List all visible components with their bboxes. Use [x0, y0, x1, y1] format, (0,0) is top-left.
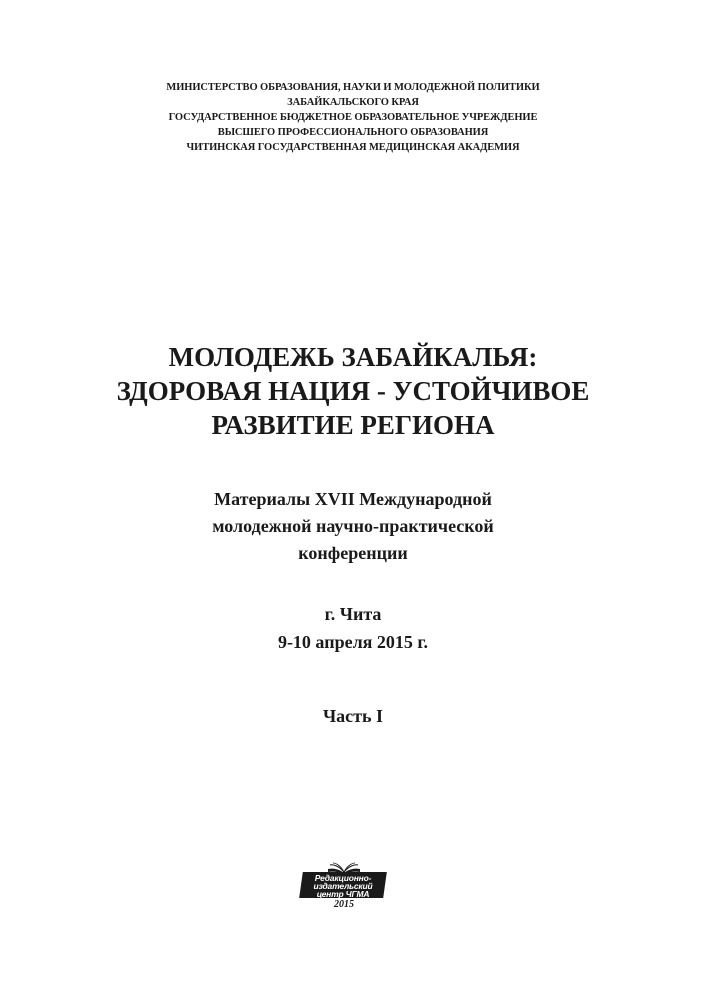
- logo-year: 2015: [334, 899, 354, 910]
- publisher-logo: [297, 862, 391, 912]
- place-and-date: [0, 600, 706, 656]
- header-line: ЗАБАЙКАЛЬСКОГО КРАЯ: [287, 97, 419, 108]
- logo-text-line: центр ЧГМА: [316, 889, 370, 899]
- date: 9-10 апреля 2015 г.: [277, 632, 429, 652]
- header-line: МИНИСТЕРСТВО ОБРАЗОВАНИЯ, НАУКИ И МОЛОДЕЖНОЙ ПОЛИТИКИ: [166, 82, 540, 93]
- header-line: ГОСУДАРСТВЕННОЕ БЮДЖЕТНОЕ ОБРАЗОВАТЕЛЬНОЕ УЧРЕЖДЕНИЕ: [168, 112, 538, 123]
- part-number: Часть I: [322, 706, 384, 726]
- subtitle-line: конференции: [298, 543, 408, 563]
- institution-header: [0, 80, 706, 155]
- subtitle-line: молодежной научно-практической: [212, 516, 494, 536]
- city: г. Чита: [324, 604, 382, 624]
- title-line: МОЛОДЕЖЬ ЗАБАЙКАЛЬЯ:: [168, 342, 538, 372]
- header-line: ВЫСШЕГО ПРОФЕССИОНАЛЬНОГО ОБРАЗОВАНИЯ: [217, 127, 489, 138]
- logo-text-line: издательский: [313, 881, 373, 891]
- document-subtitle: [0, 486, 706, 567]
- header-line: ЧИТИНСКАЯ ГОСУДАРСТВЕННАЯ МЕДИЦИНСКАЯ АКАДЕМИЯ: [186, 142, 520, 153]
- document-title: [0, 340, 706, 442]
- title-line: ЗДОРОВАЯ НАЦИЯ - УСТОЙЧИВОЕ: [116, 376, 590, 406]
- title-line: РАЗВИТИЕ РЕГИОНА: [211, 410, 495, 440]
- subtitle-line: Материалы XVII Международной: [214, 489, 492, 509]
- logo-text-line: Редакционно-: [314, 873, 372, 883]
